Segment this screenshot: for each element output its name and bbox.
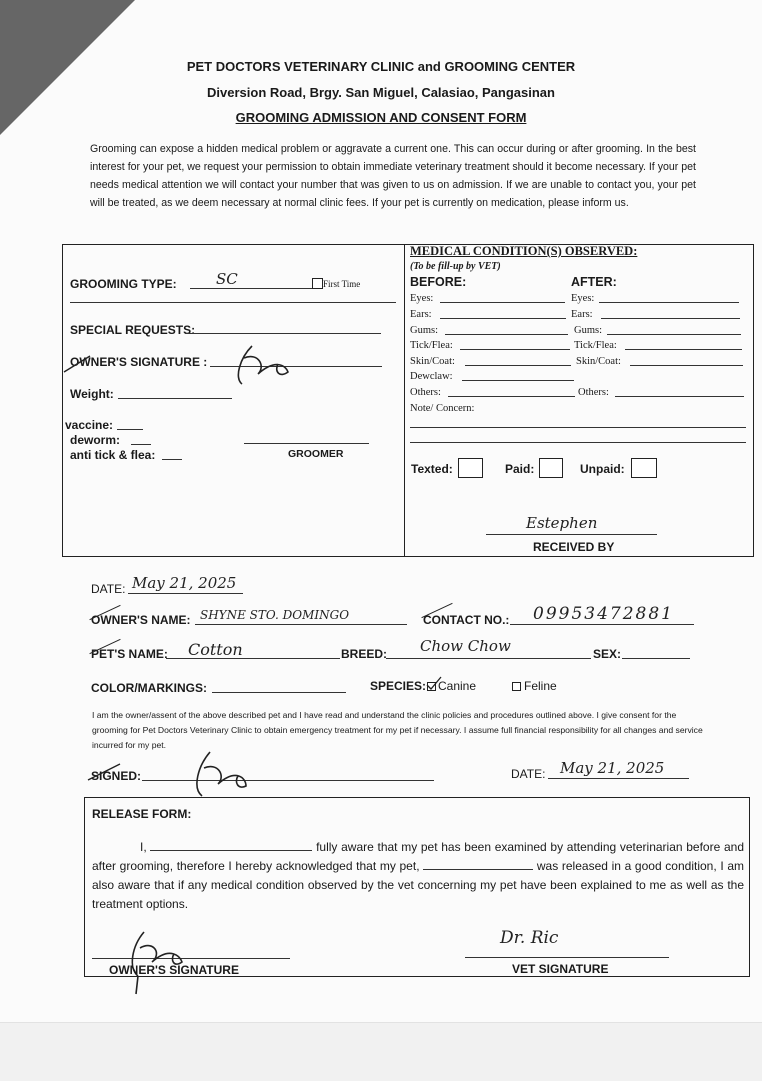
color-label: COLOR/MARKINGS: <box>91 681 207 695</box>
contact-line <box>510 624 694 625</box>
medical-title: MEDICAL CONDITION(S) OBSERVED: <box>410 244 638 258</box>
before-skin-line <box>465 365 571 366</box>
after-gums-label: Gums: <box>574 325 603 336</box>
form-title: GROOMING ADMISSION AND CONSENT FORM <box>235 110 527 125</box>
breed-label: BREED: <box>341 647 388 661</box>
after-others-line <box>615 396 744 397</box>
consent-paragraph: I am the owner/assent of the above described pet and I have read and understand the clinic policies and procedures outlined above. I give consent for the grooming for Pet Doctors Veterinary Clinic to obtain emergency treatment for my pet if necessary. I assume full financial responsibility for all changes and service incurred for my pet. <box>92 710 703 750</box>
owner-signature-mark <box>62 338 302 388</box>
before-eyes-label: Eyes: <box>410 293 434 304</box>
owner-name-value: SHYNE STO. DOMINGO <box>200 608 350 622</box>
note-line-1 <box>410 427 746 428</box>
intro-paragraph: Grooming can expose a hidden medical problem or aggravate a current one. This can occur during or after grooming. In the best interest for your pet, we request your permission to obtain immediate veterinary treatment should it become necessary. If your pet needs medical attention we will contact your number that was given to us on admission. If we are unable to contact you, your pet will be treated, as we deem necessary at normal clinic fees. If your pet is currently on medication, please inform us. <box>90 143 696 209</box>
after-eyes-line <box>599 302 739 303</box>
vet-sig-label: VET SIGNATURE <box>512 962 609 976</box>
sex-label: SEX: <box>593 647 622 661</box>
color-line <box>212 692 346 693</box>
contact-value: 09953472881 <box>533 604 674 624</box>
paid-label: Paid: <box>505 462 535 476</box>
weight-label: Weight: <box>70 387 114 401</box>
vet-signature-value: Dr. Ric <box>500 928 559 948</box>
release-paragraph <box>92 838 744 914</box>
after-tick-line <box>625 349 742 350</box>
canine-label: Canine <box>438 679 477 693</box>
signed-date-line <box>548 778 689 779</box>
after-ears-label: Ears: <box>571 309 593 320</box>
after-tick-label: Tick/Flea: <box>574 340 617 351</box>
before-gums-label: Gums: <box>410 325 439 336</box>
after-others-label: Others: <box>578 387 609 398</box>
signed-label: SIGNED: <box>91 769 142 783</box>
clinic-address: Diversion Road, Brgy. San Miguel, Calasiao, Pangasinan <box>207 85 555 100</box>
texted-checkbox[interactable] <box>458 458 483 478</box>
after-label: AFTER: <box>571 275 617 289</box>
groomer-line <box>244 443 369 444</box>
note-line-2 <box>410 442 746 443</box>
received-by-value: Estephen <box>526 514 598 532</box>
after-ears-line <box>601 318 740 319</box>
groomer-label: GROOMER <box>288 448 344 460</box>
release-title: RELEASE FORM: <box>92 807 192 821</box>
received-by-line <box>486 534 657 535</box>
special-requests-label: SPECIAL REQUESTS: <box>70 323 196 337</box>
pet-name-label: PET'S NAME: <box>91 647 168 661</box>
before-tick-label: Tick/Flea: <box>410 340 453 351</box>
box-divider <box>404 244 405 556</box>
after-gums-line <box>607 334 741 335</box>
signed-signature <box>86 750 256 802</box>
sex-line <box>622 658 690 659</box>
owner-name-line <box>195 624 407 625</box>
special-requests-line <box>185 333 381 334</box>
unpaid-label: Unpaid: <box>580 462 625 476</box>
before-skin-label: Skin/Coat: <box>410 356 455 367</box>
first-time-label: First Time <box>323 279 361 289</box>
owner-name-label: OWNER'S NAME: <box>91 613 191 627</box>
received-by-label: RECEIVED BY <box>533 540 615 554</box>
before-others-line <box>448 396 575 397</box>
medical-subtitle: (To be fill-up by VET) <box>410 261 501 272</box>
anti-tick-line <box>162 459 182 460</box>
release-owner-sig-label: OWNER'S SIGNATURE <box>109 963 239 977</box>
signed-date-label: DATE: <box>511 767 546 781</box>
vet-sig-line <box>465 957 669 958</box>
first-time-checkbox[interactable] <box>312 278 323 289</box>
before-ears-line <box>440 318 566 319</box>
grooming-type-line <box>190 288 312 289</box>
release-pet-blank <box>423 859 533 870</box>
date-value: May 21, 2025 <box>132 574 237 592</box>
after-eyes-label: Eyes: <box>571 293 595 304</box>
grooming-type-label: GROOMING TYPE: <box>70 277 177 291</box>
weight-line <box>118 398 232 399</box>
note-label: Note/ Concern: <box>410 403 475 414</box>
pet-name-value: Cotton <box>188 640 243 659</box>
deworm-label: deworm: <box>70 433 121 447</box>
before-dewclaw-label: Dewclaw: <box>410 371 453 382</box>
vaccine-line <box>117 429 143 430</box>
feline-label: Feline <box>524 679 557 693</box>
anti-tick-label: anti tick & flea: <box>70 448 156 462</box>
species-label: SPECIES: <box>370 679 427 693</box>
release-owner-signature <box>122 928 202 996</box>
after-skin-label: Skin/Coat: <box>576 356 621 367</box>
unpaid-checkbox[interactable] <box>631 458 657 478</box>
scan-bottom-edge <box>0 1022 762 1081</box>
signed-date-value: May 21, 2025 <box>560 759 665 777</box>
texted-label: Texted: <box>411 462 453 476</box>
feline-checkbox[interactable] <box>512 682 521 691</box>
before-dewclaw-line <box>462 380 574 381</box>
grooming-type-value: SC <box>216 270 238 288</box>
release-owner-blank <box>150 840 312 851</box>
paid-checkbox[interactable] <box>539 458 563 478</box>
before-eyes-line <box>440 302 565 303</box>
before-ears-label: Ears: <box>410 309 432 320</box>
clinic-name: PET DOCTORS VETERINARY CLINIC and GROOMING CENTER <box>186 59 576 74</box>
breed-line <box>386 658 591 659</box>
deworm-line <box>131 444 151 445</box>
release-text-3: was released in a good condition, I am also aware that if any medical condition observed by the vet concerning my pet have been explained to me as well as the treatment options. <box>92 859 745 911</box>
date-label: DATE: <box>91 582 126 596</box>
before-tick-line <box>460 349 570 350</box>
release-text-2: fully aware that my pet has been examined by attending veterinarian before and after grooming, therefore I hereby acknowledged that my pet, <box>92 840 744 873</box>
after-skin-line <box>630 365 743 366</box>
before-others-label: Others: <box>410 387 441 398</box>
before-gums-line <box>445 334 568 335</box>
breed-value: Chow Chow <box>420 637 511 655</box>
before-label: BEFORE: <box>410 275 467 289</box>
date-line <box>128 593 243 594</box>
contact-label: CONTACT NO.: <box>423 613 510 627</box>
grooming-extra-line <box>70 302 396 303</box>
owner-signature-label: OWNER'S SIGNATURE : <box>70 355 208 369</box>
vaccine-label: vaccine: <box>65 418 114 432</box>
release-text-1: I, <box>140 840 151 854</box>
